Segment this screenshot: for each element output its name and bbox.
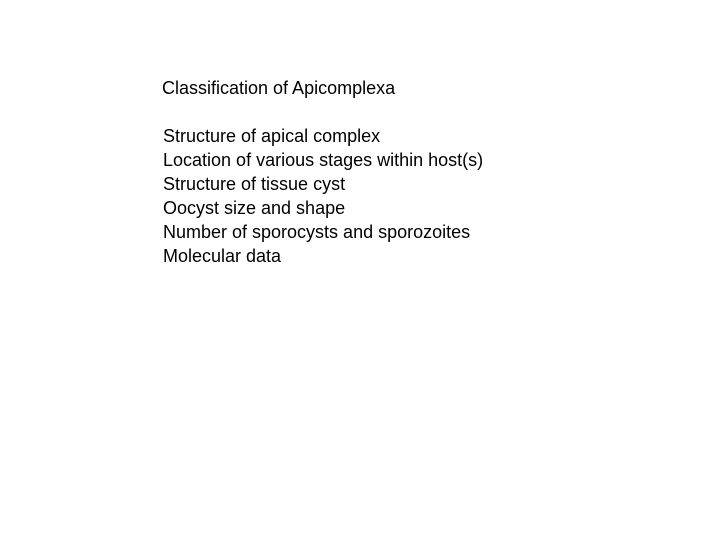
criteria-item: Structure of apical complex bbox=[163, 126, 381, 146]
criteria-item: Structure of tissue cyst bbox=[163, 174, 346, 194]
criteria-list bbox=[163, 124, 483, 268]
criteria-item: Number of sporocysts and sporozoites bbox=[163, 222, 471, 242]
criteria-item: Location of various stages within host(s) bbox=[163, 150, 484, 170]
slide-title: Classification of Apicomplexa bbox=[162, 78, 396, 98]
criteria-item: Oocyst size and shape bbox=[163, 198, 346, 218]
criteria-item: Molecular data bbox=[163, 246, 282, 266]
